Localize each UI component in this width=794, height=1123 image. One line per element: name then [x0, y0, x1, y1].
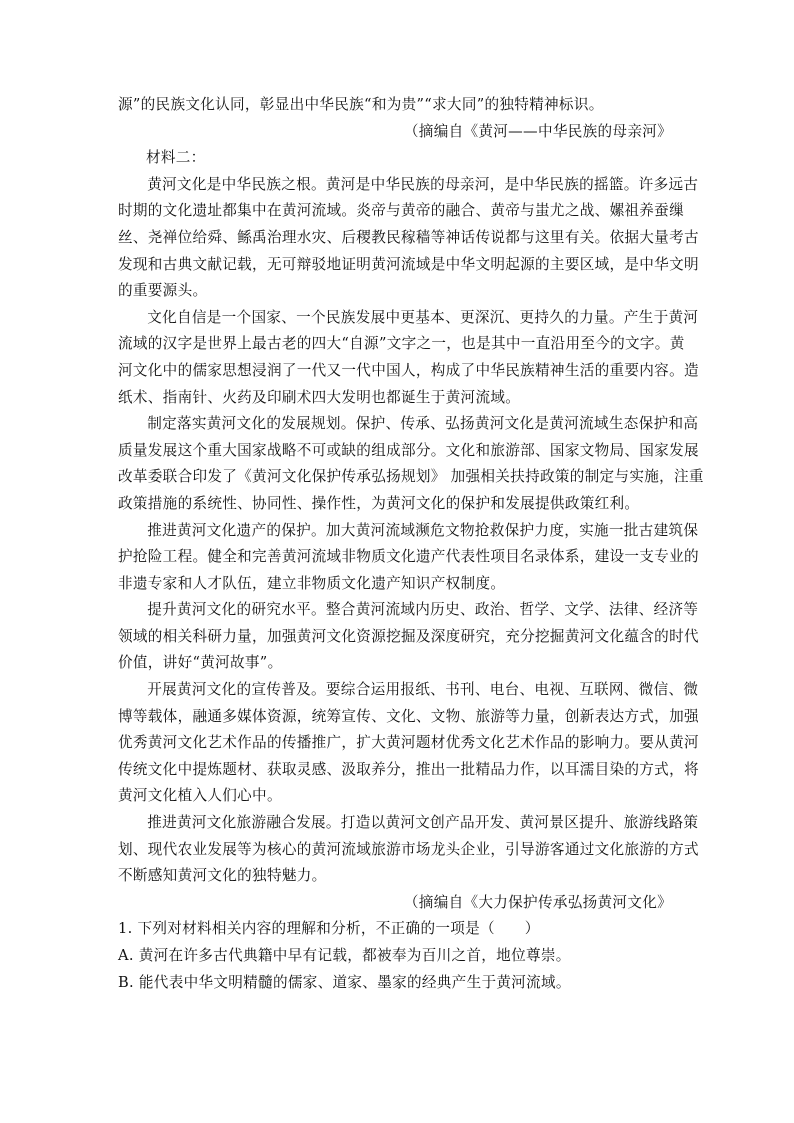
text-line: 政策措施的系统性、协同性、操作性，为黄河文化的保护和发展提供政策红利。: [118, 494, 640, 512]
text-line: 推进黄河文化旅游融合发展。打造以黄河文创产品开发、黄河景区提升、旅游线路策: [147, 814, 699, 832]
paragraph-1: [118, 172, 699, 305]
text-line: 提升黄河文化的研究水平。整合黄河流域内历史、政治、哲学、文学、法律、经济等: [147, 601, 699, 619]
continuation-paragraph: [118, 92, 672, 119]
text-line: 博等载体，融通多媒体资源，统筹宣传、文化、文物、旅游等力量，创新表达方式，加强: [118, 707, 699, 725]
text-line: 黄河文化植入人们心中。: [118, 787, 282, 805]
text-line: 不断感知黄河文化的独特魅力。: [118, 867, 327, 885]
text-line: 源”的民族文化认同，彰显出中华民族“和为贵”“求大同”的独特精神标识。: [118, 96, 604, 113]
text-line: 质量发展这个重大国家战略不可或缺的组成部分。文化和旅游部、国家文物局、国家发展: [118, 441, 699, 459]
text-line: 领域的相关科研力量，加强黄河文化资源挖掘及深度研究，充分挖掘黄河文化蕴含的时代: [118, 627, 699, 645]
option-b: B. 能代表中华文明精髓的儒家、道家、墨家的经典产生于黄河流域。: [118, 973, 571, 991]
question-1: [118, 916, 672, 996]
source-citation-2: （摘编自《大力保护传承弘扬黄河文化》: [403, 893, 672, 911]
text-line: 优秀黄河文化艺术作品的传播推广，扩大黄河题材优秀文化艺术作品的影响力。要从黄河: [118, 734, 699, 752]
paragraph-2: [118, 305, 699, 411]
text-line: 文化自信是一个国家、一个民族发展中更基本、更深沉、更持久的力量。产生于黄河: [147, 308, 699, 326]
text-line: 推进黄河文化遗产的保护。加大黄河流域濒危文物抢救保护力度，实施一批古建筑保: [147, 521, 699, 539]
text-line: 时期的文化遗址都集中在黄河流域。炎帝与黄帝的融合、黄帝与蚩尤之战、嫘祖养蚕缫: [118, 202, 684, 220]
paragraph-4: [118, 518, 699, 598]
text-line: 流域的汉字是世界上最古老的四大“自源”文字之一，也是其中一直沿用至今的文字。黄: [118, 335, 685, 353]
text-line: 丝、尧禅位给舜、鲧禹治理水灾、后稷教民稼穑等神话传说都与这里有关。依据大量考古: [118, 228, 699, 246]
option-a: A. 黄河在许多古代典籍中早有记载，都被奉为百川之首，地位尊崇。: [118, 947, 571, 964]
text-line: 河文化中的儒家思想浸润了一代又一代中国人，构成了中华民族精神生活的重要内容。造: [118, 361, 699, 379]
text-line: 发现和古典文献记载，无可辩驳地证明黄河流域是中华文明起源的主要区域，是中华文明: [118, 255, 699, 273]
text-line: 制定落实黄河文化的发展规划。保护、传承、弘扬黄河文化是黄河流域生态保护和高: [147, 415, 699, 433]
document-body: [118, 92, 704, 996]
paragraph-7: [118, 810, 699, 890]
text-line: 纸术、指南针、火药及印刷术四大发明也都诞生于黄河流域。: [118, 388, 521, 406]
paragraph-6: [118, 677, 699, 810]
question-stem: 1. 下列对材料相关内容的理解和分析，不正确的一项是（ ）: [118, 920, 540, 938]
source-citation-1: （摘编自《黄河——中华民族的母亲河》: [403, 122, 672, 140]
text-line: 黄河文化是中华民族之根。黄河是中华民族的母亲河，是中华民族的摇篮。许多远古: [147, 175, 699, 193]
text-line: 价值，讲好“黄河故事”。: [118, 654, 283, 672]
text-line: 改革委联合印发了《黄河文化保护传承弘扬规划》 加强相关扶持政策的制定与实施，注重: [118, 468, 704, 486]
text-line: 的重要源头。: [118, 282, 208, 300]
text-line: 传统文化中提炼题材、获取灵感、汲取养分，推出一批精品力作，以耳濡目染的方式，将: [118, 760, 699, 778]
material-label: 材料二：: [146, 149, 206, 167]
text-line: 护抢险工程。健全和完善黄河流域非物质文化遗产代表性项目名录体系，建设一支专业的: [118, 548, 699, 566]
paragraph-5: [118, 597, 699, 677]
paragraph-3: [118, 411, 704, 517]
text-line: 非遗专家和人才队伍，建立非物质文化遗产知识产权制度。: [118, 574, 506, 592]
text-line: 开展黄河文化的宣传普及。要综合运用报纸、书刊、电台、电视、互联网、微信、微: [147, 681, 699, 699]
text-line: 划、现代农业发展等为核心的黄河流域旅游市场龙头企业，引导游客通过文化旅游的方式: [118, 840, 699, 858]
